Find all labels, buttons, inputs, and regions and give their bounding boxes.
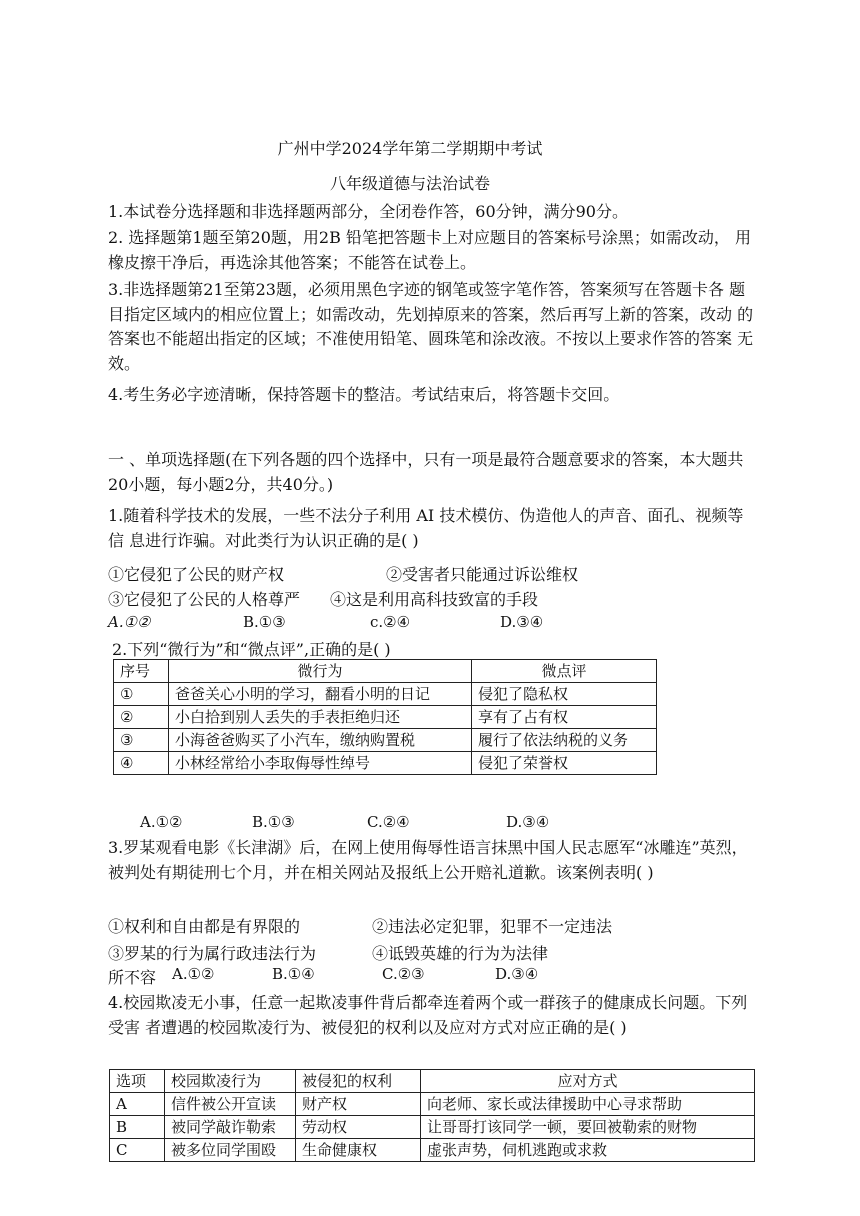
- table-cell: 让哥哥打该同学一顿，要回被勒索的财物: [421, 1116, 755, 1139]
- table-header-cell: 序号: [114, 660, 169, 683]
- q2-option-b[interactable]: B.①③: [252, 813, 295, 831]
- table-row: [114, 706, 657, 729]
- table-cell: 享有了占有权: [472, 706, 657, 729]
- q3-option-c[interactable]: C.②③: [382, 965, 425, 983]
- table-cell: 履行了依法纳税的义务: [472, 729, 657, 752]
- q3-item-1: ①权利和自由都是有界限的: [108, 917, 301, 936]
- table-row: [114, 752, 657, 775]
- table-header-row: [114, 660, 657, 683]
- q3-item-3: ③罗某的行为属行政违法行为: [108, 944, 317, 963]
- q1-option-c[interactable]: c.②④: [370, 613, 411, 631]
- paper-title: 八年级道德与法治试卷: [329, 174, 490, 193]
- table-cell: 信件被公开宣读: [165, 1093, 296, 1116]
- q2-table: [113, 659, 657, 775]
- table-header-cell: 校园欺凌行为: [165, 1070, 296, 1093]
- table-cell: ③: [114, 729, 169, 752]
- table-header-cell: 选项: [110, 1070, 165, 1093]
- table-cell: C: [110, 1139, 165, 1162]
- table-cell: B: [110, 1116, 165, 1139]
- table-cell: 侵犯了隐私权: [472, 683, 657, 706]
- table-cell: 被多位同学围殴: [165, 1139, 296, 1162]
- table-cell: 向老师、家长或法律援助中心寻求帮助: [421, 1093, 755, 1116]
- table-cell: ④: [114, 752, 169, 775]
- section-heading: 一 、单项选择题(在下列各题的四个选择中，只有一项是最符合题意要求的答案，本大题共 20小题，每小题2分，共40分。): [108, 450, 744, 494]
- table-row: [110, 1093, 755, 1116]
- school-exam-title: 广州中学2024学年第二学期期中考试: [277, 139, 543, 158]
- table-header-cell: 微行为: [169, 660, 472, 683]
- question-2-stem: 2.下列“微行为”和“微点评”,正确的是( ): [112, 640, 391, 659]
- q3-option-d[interactable]: D.③④: [495, 965, 539, 983]
- table-cell: 小海爸爸购买了小汽车，缴纳购置税: [169, 729, 472, 752]
- q3-option-b[interactable]: B.①④: [272, 965, 315, 983]
- table-header-cell: 应对方式: [421, 1070, 755, 1093]
- table-cell: 劳动权: [296, 1116, 421, 1139]
- instruction-4: 4.考生务必字迹清晰，保持答题卡的整洁。考试结束后，将答题卡交回。: [108, 385, 620, 404]
- question-1-stem: 1.随着科学技术的发展，一些不法分子利用 AI 技术模仿、伪造他人的声音、面孔、视频等信 息进行诈骗。对此类行为认识正确的是( ): [108, 506, 744, 550]
- q4-table: [109, 1069, 755, 1162]
- table-cell: 被同学敲诈勒索: [165, 1116, 296, 1139]
- table-cell: 小白拾到别人丢失的手表拒绝归还: [169, 706, 472, 729]
- table-cell: 生命健康权: [296, 1139, 421, 1162]
- table-cell: A: [110, 1093, 165, 1116]
- q1-option-a[interactable]: A.①②: [108, 613, 151, 631]
- q3-item-4: ④诋毁英雄的行为为法律: [372, 944, 549, 963]
- q1-item-4: ④这是利用高科技致富的手段: [330, 590, 539, 609]
- table-row: [110, 1139, 755, 1162]
- q2-option-d[interactable]: D.③④: [506, 813, 550, 831]
- table-cell: 小林经常给小李取侮辱性绰号: [169, 752, 472, 775]
- q3-item-tail: 所不容: [108, 968, 157, 987]
- q1-item-2: ②受害者只能通过诉讼维权: [386, 565, 579, 584]
- q1-item-1: ①它侵犯了公民的财产权: [108, 565, 285, 584]
- q2-option-c[interactable]: C.②④: [367, 813, 410, 831]
- table-header-row: [110, 1070, 755, 1093]
- table-cell: 侵犯了荣誉权: [472, 752, 657, 775]
- table-cell: ①: [114, 683, 169, 706]
- q2-option-a[interactable]: A.①②: [140, 813, 183, 831]
- question-3-stem: 3.罗某观看电影《长津湖》后，在网上使用侮辱性语言抹黑中国人民志愿军“冰雕连”英烈， 被判处有期徒刑七个月，并在相关网站及报纸上公开赔礼道歉。该案例表明( ): [108, 838, 748, 882]
- instruction-2: 2. 选择题第1题至第20题，用2B 铅笔把答题卡上对应题目的答案标号涂黑；如需改动， 用橡皮擦干净后，再选涂其他答案；不能答在试卷上。: [108, 228, 752, 272]
- table-cell: ②: [114, 706, 169, 729]
- q1-option-d[interactable]: D.③④: [500, 613, 544, 631]
- table-header-cell: 微点评: [472, 660, 657, 683]
- table-cell: 爸爸关心小明的学习，翻看小明的日记: [169, 683, 472, 706]
- table-row: [114, 729, 657, 752]
- q1-option-b[interactable]: B.①③: [243, 613, 286, 631]
- q1-item-3: ③它侵犯了公民的人格尊严: [108, 590, 301, 609]
- table-header-cell: 被侵犯的权利: [296, 1070, 421, 1093]
- q3-item-2: ②违法必定犯罪，犯罪不一定违法: [372, 917, 613, 936]
- table-cell: 财产权: [296, 1093, 421, 1116]
- table-row: [114, 683, 657, 706]
- q3-option-a[interactable]: A.①②: [172, 965, 215, 983]
- question-4-stem: 4.校园欺凌无小事，任意一起欺凌事件背后都牵连着两个或一群孩子的健康成长问题。下列受害 者遭遇的校园欺凌行为、被侵犯的权利以及应对方式对应正确的是( ): [108, 993, 748, 1037]
- table-cell: 虚张声势，伺机逃跑或求救: [421, 1139, 755, 1162]
- table-row: [110, 1116, 755, 1139]
- instruction-3: 3.非选择题第21至第23题，必须用黑色字迹的钢笔或签字笔作答，答案须写在答题卡各 题目指定区域内的相应位置上；如需改动，先划掉原来的答案，然后再写上新的答案，改动 的答案也不能超出指定的区域；不准使用铅笔、圆珠笔和涂改液。不按以上要求作答的答案 无效。: [108, 280, 754, 373]
- instruction-1: 1.本试卷分选择题和非选择题两部分，全闭卷作答，60分钟，满分90分。: [108, 202, 628, 221]
